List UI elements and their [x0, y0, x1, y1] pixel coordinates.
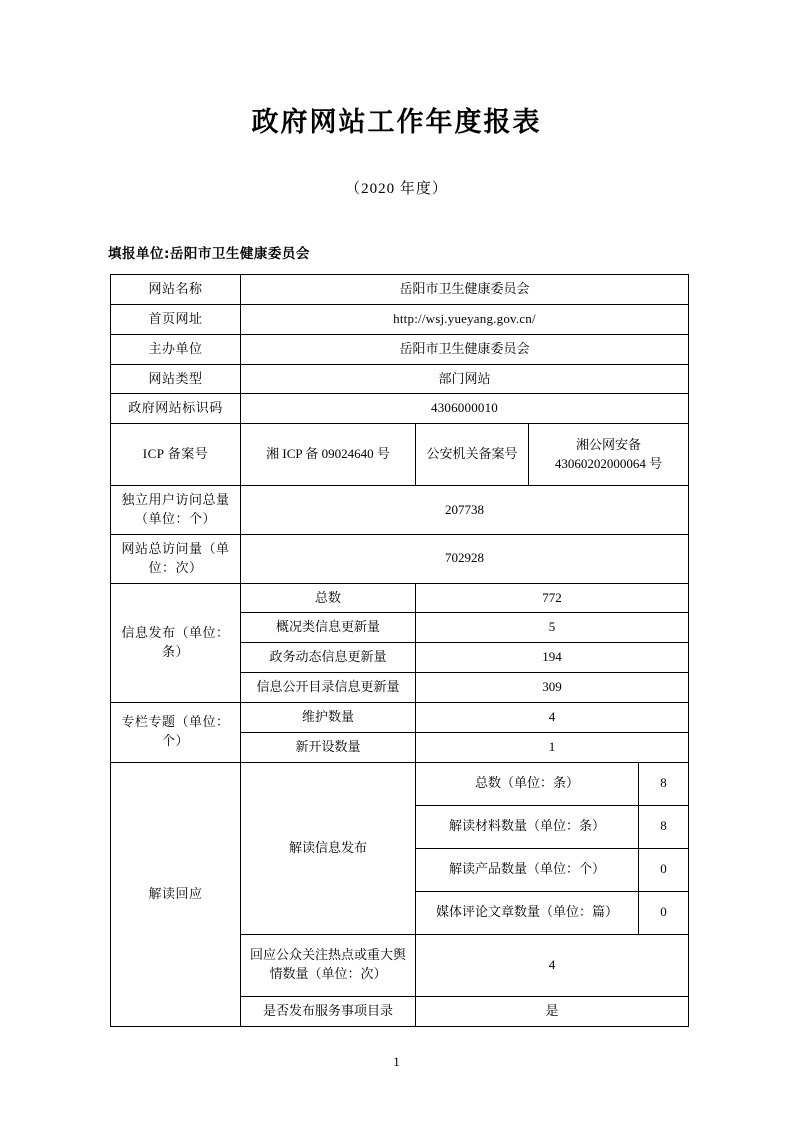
table-row — [111, 364, 689, 394]
service-catalog-label: 是否发布服务事项目录 — [241, 996, 416, 1026]
host-unit-value: 岳阳市卫生健康委员会 — [241, 334, 689, 364]
total-visits-value: 702928 — [241, 534, 689, 583]
interp-material-label: 解读材料数量（单位：条） — [416, 805, 639, 848]
police-record-value: 湘公网安备 43060202000064 号 — [529, 424, 689, 486]
table-row — [111, 762, 689, 805]
site-type-label: 网站类型 — [111, 364, 241, 394]
public-response-label: 回应公众关注热点或重大舆情数量（单位：次） — [241, 934, 416, 996]
homepage-value: http://wsj.yueyang.gov.cn/ — [241, 304, 689, 334]
page-subtitle: （2020 年度） — [345, 181, 448, 197]
info-overview-value: 5 — [416, 613, 689, 643]
info-catalog-label: 信息公开目录信息更新量 — [241, 673, 416, 703]
new-count-label: 新开设数量 — [241, 732, 416, 762]
interp-product-label: 解读产品数量（单位：个） — [416, 848, 639, 891]
interpretation-label: 解读回应 — [111, 762, 241, 1026]
interp-total-value: 8 — [639, 762, 689, 805]
maintain-count-value: 4 — [416, 702, 689, 732]
site-code-label: 政府网站标识码 — [111, 394, 241, 424]
homepage-label: 首页网址 — [111, 304, 241, 334]
interp-material-value: 8 — [639, 805, 689, 848]
info-catalog-value: 309 — [416, 673, 689, 703]
site-code-value: 4306000010 — [241, 394, 689, 424]
site-name-label: 网站名称 — [111, 275, 241, 305]
new-count-value: 1 — [416, 732, 689, 762]
page-number: 1 — [393, 1054, 400, 1069]
table-row — [111, 702, 689, 732]
table-row — [111, 583, 689, 613]
total-visits-label: 网站总访问量（单位：次） — [111, 534, 241, 583]
police-record-label: 公安机关备案号 — [416, 424, 529, 486]
interp-total-label: 总数（单位：条） — [416, 762, 639, 805]
unique-visitors-label: 独立用户访问总量（单位：个） — [111, 486, 241, 535]
info-overview-label: 概况类信息更新量 — [241, 613, 416, 643]
info-publish-label: 信息发布（单位：条） — [111, 583, 241, 702]
info-total-label: 总数 — [241, 583, 416, 613]
icp-label: ICP 备案号 — [111, 424, 241, 486]
host-unit-label: 主办单位 — [111, 334, 241, 364]
interpretation-publish-label: 解读信息发布 — [241, 762, 416, 934]
column-topic-label: 专栏专题（单位：个） — [111, 702, 241, 762]
icp-value: 湘 ICP 备 09024640 号 — [241, 424, 416, 486]
table-row — [111, 394, 689, 424]
site-name-value: 岳阳市卫生健康委员会 — [241, 275, 689, 305]
table-row — [111, 275, 689, 305]
info-total-value: 772 — [416, 583, 689, 613]
annual-report-table — [110, 274, 689, 1027]
table-row — [111, 486, 689, 535]
site-type-value: 部门网站 — [241, 364, 689, 394]
table-row — [111, 424, 689, 486]
table-row — [111, 534, 689, 583]
media-comment-label: 媒体评论文章数量（单位：篇） — [416, 891, 639, 934]
media-comment-value: 0 — [639, 891, 689, 934]
page-title: 政府网站工作年度报表 — [251, 107, 542, 138]
maintain-count-label: 维护数量 — [241, 702, 416, 732]
table-row — [111, 334, 689, 364]
interp-product-value: 0 — [639, 848, 689, 891]
unique-visitors-value: 207738 — [241, 486, 689, 535]
public-response-value: 4 — [416, 934, 689, 996]
info-dynamic-label: 政务动态信息更新量 — [241, 643, 416, 673]
table-row — [111, 304, 689, 334]
info-dynamic-value: 194 — [416, 643, 689, 673]
filler-unit-line: 填报单位:岳阳市卫生健康委员会 — [108, 246, 310, 262]
service-catalog-value: 是 — [416, 996, 689, 1026]
